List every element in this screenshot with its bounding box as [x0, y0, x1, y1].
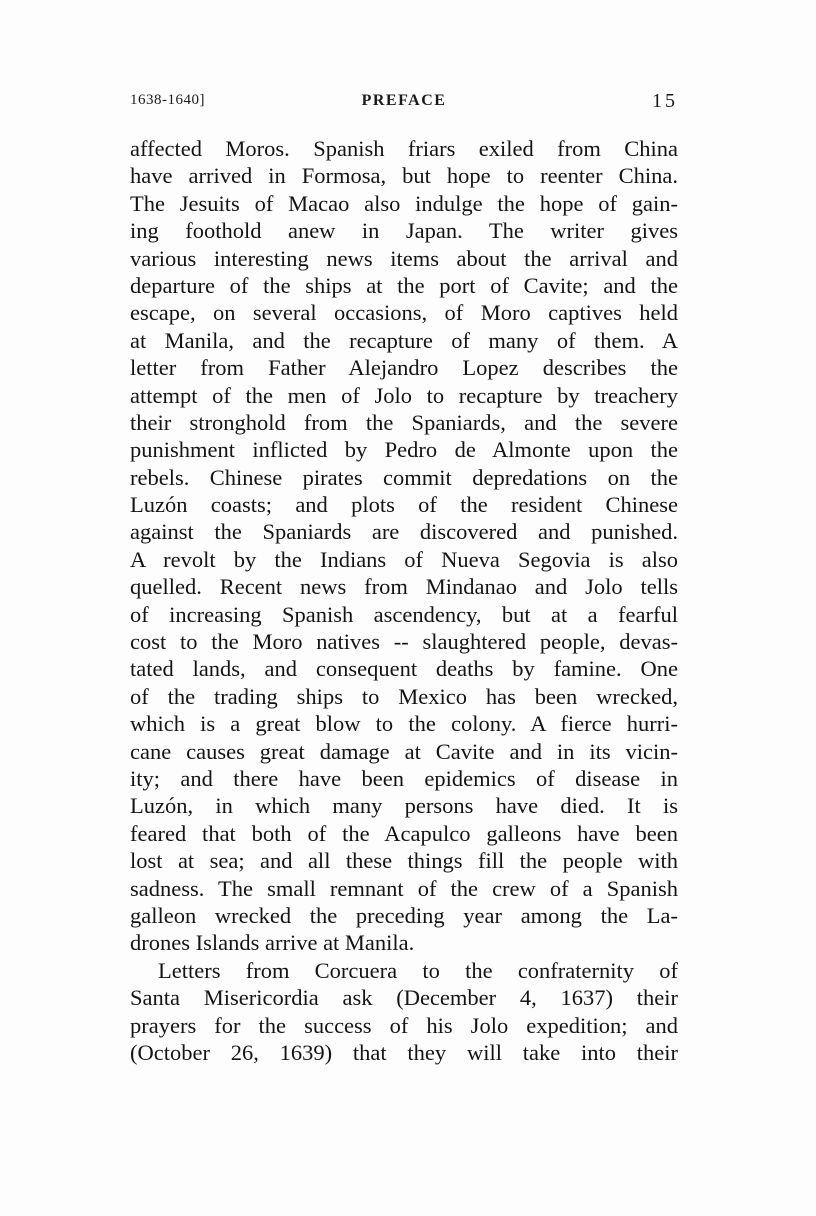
text-line: escape, on several occasions, of Moro captives held	[130, 300, 678, 326]
text-line: against the Spaniards are discovered and punished.	[130, 519, 678, 545]
page-number: 15	[652, 90, 678, 112]
paragraph-2	[130, 957, 678, 1067]
text-line: letter from Father Alejandro Lopez describes the	[130, 355, 678, 381]
text-line: (October 26, 1639) that they will take into their	[130, 1039, 678, 1065]
text-line: drones Islands arrive at Manila.	[130, 930, 415, 956]
text-line: Luzón, in which many persons have died. It is	[130, 793, 678, 819]
text-line: punishment inflicted by Pedro de Almonte upon the	[130, 437, 678, 463]
text-line: affected Moros. Spanish friars exiled from China	[130, 136, 678, 161]
text-line: feared that both of the Acapulco galleons have been	[130, 820, 678, 846]
text-line: their stronghold from the Spaniards, and the severe	[130, 409, 678, 435]
text-line: Luzón coasts; and plots of the resident Chinese	[130, 492, 678, 518]
text-line: lost at sea; and all these things fill the people with	[130, 848, 678, 874]
text-line: have arrived in Formosa, but hope to reenter China.	[130, 163, 678, 189]
header-date-range: 1638-1640]	[130, 92, 205, 108]
text-line: Santa Misericordia ask (December 4, 1637) their	[130, 985, 678, 1011]
text-line: rebels. Chinese pirates commit depredations on the	[130, 464, 678, 490]
header-title: PREFACE	[361, 92, 447, 109]
text-line: sadness. The small remnant of the crew of a Spanish	[130, 875, 678, 901]
text-line: departure of the ships at the port of Cavite; and the	[130, 272, 678, 298]
text-line: ity; and there have been epidemics of disease in	[130, 765, 678, 791]
text-line: prayers for the success of his Jolo expedition; and	[130, 1012, 678, 1038]
text-line: The Jesuits of Macao also indulge the hope of gain-	[130, 190, 678, 216]
text-line: various interesting news items about the arrival and	[130, 245, 678, 271]
paragraph-1	[130, 135, 678, 957]
text-line: attempt of the men of Jolo to recapture by treachery	[130, 382, 678, 408]
text-line: galleon wrecked the preceding year among the La-	[130, 902, 678, 928]
text-line: cost to the Moro natives -- slaughtered people, devas-	[130, 629, 678, 655]
text-line: tated lands, and consequent deaths by famine. One	[130, 656, 678, 682]
text-line: quelled. Recent news from Mindanao and Jolo tells	[130, 574, 678, 600]
text-line: of the trading ships to Mexico has been wrecked,	[130, 683, 678, 709]
running-header	[130, 90, 678, 118]
text-line: at Manila, and the recapture of many of them. A	[130, 327, 678, 353]
text-line: A revolt by the Indians of Nueva Segovia is also	[130, 546, 678, 572]
body-text	[130, 135, 678, 1066]
text-line: which is a great blow to the colony. A fierce hurri-	[130, 711, 678, 737]
text-line: ing foothold anew in Japan. The writer gives	[130, 218, 678, 244]
text-line: cane causes great damage at Cavite and in its vicin-	[130, 738, 678, 764]
text-line: Letters from Corcuera to the confraternity of	[158, 957, 678, 983]
text-line: of increasing Spanish ascendency, but at a fearful	[130, 601, 678, 627]
